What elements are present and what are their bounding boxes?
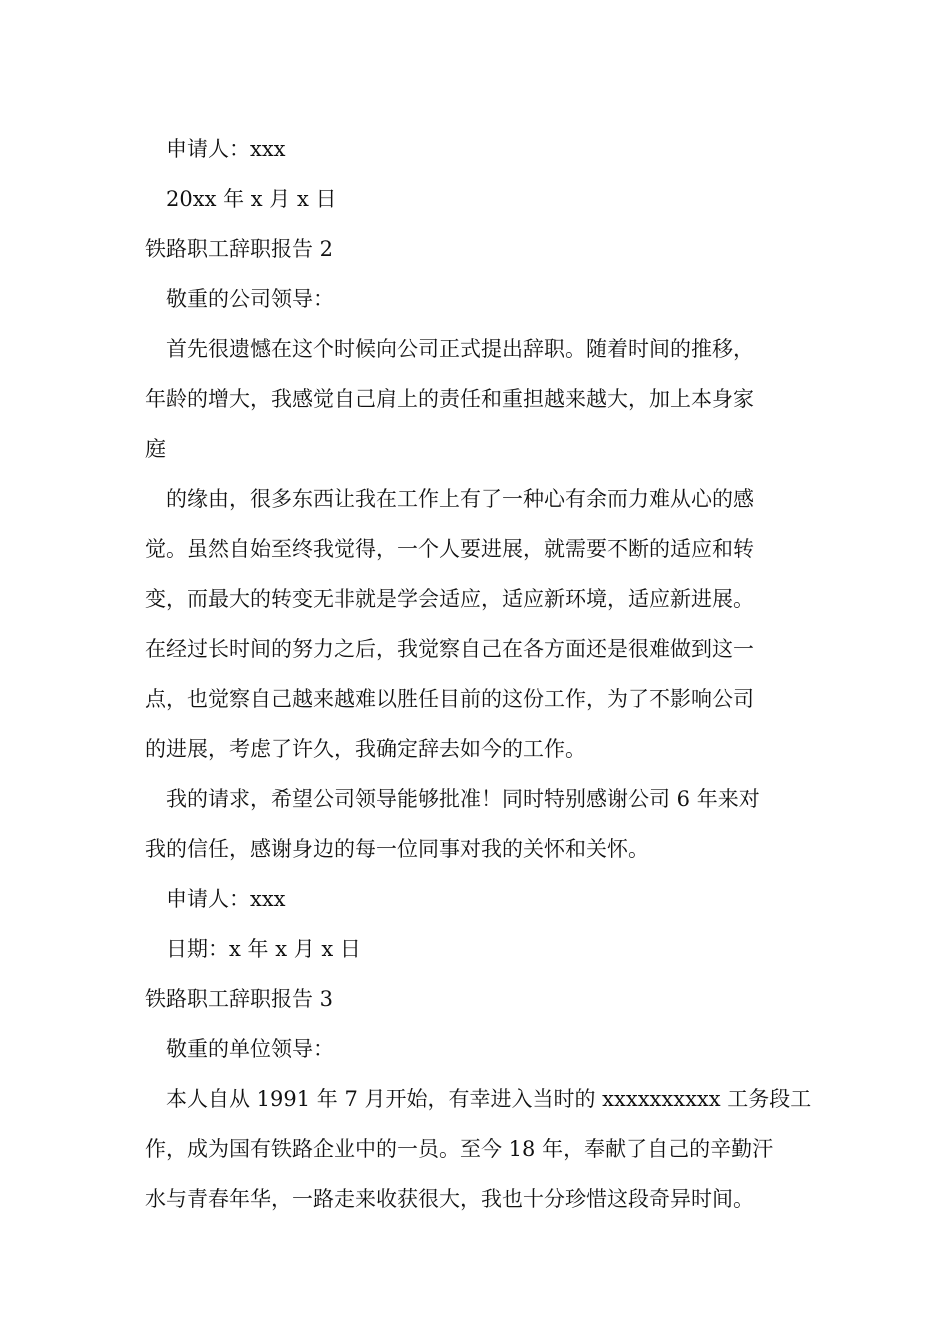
salutation-line: 敬重的公司领导： bbox=[166, 287, 334, 311]
date-line: 20xx 年 x 月 x 日 bbox=[166, 187, 337, 211]
paragraph-line: 首先很遗憾在这个时候向公司正式提出辞职。随着时间的推移， bbox=[166, 337, 754, 361]
applicant-line: 申请人：xxx bbox=[166, 887, 286, 911]
paragraph-line: 庭 bbox=[145, 437, 166, 461]
paragraph-line: 我的请求，希望公司领导能够批准！同时特别感谢公司 6 年来对 bbox=[166, 787, 760, 811]
paragraph-line: 作，成为国有铁路企业中的一员。至今 18 年，奉献了自己的辛勤汗 bbox=[145, 1137, 774, 1161]
document-body bbox=[145, 124, 810, 1224]
paragraph-line: 变，而最大的转变无非就是学会适应，适应新环境，适应新进展。 bbox=[145, 587, 754, 611]
salutation-line: 敬重的单位领导： bbox=[166, 1037, 334, 1061]
paragraph-line: 点，也觉察自己越来越难以胜任目前的这份工作，为了不影响公司 bbox=[145, 687, 754, 711]
paragraph-line: 的缘由，很多东西让我在工作上有了一种心有余而力难从心的感 bbox=[166, 487, 754, 511]
date-line: 日期：x 年 x 月 x 日 bbox=[166, 937, 361, 961]
report-heading: 铁路职工辞职报告 3 bbox=[145, 987, 334, 1011]
paragraph-line: 的进展，考虑了许久，我确定辞去如今的工作。 bbox=[145, 737, 586, 761]
paragraph-line: 觉。虽然自始至终我觉得，一个人要进展，就需要不断的适应和转 bbox=[145, 537, 754, 561]
paragraph-line: 本人自从 1991 年 7 月开始，有幸进入当时的 xxxxxxxxxx 工务段工 bbox=[166, 1087, 812, 1111]
applicant-line: 申请人：xxx bbox=[166, 137, 286, 161]
paragraph-line: 水与青春年华，一路走来收获很大，我也十分珍惜这段奇异时间。 bbox=[145, 1187, 754, 1211]
report-heading: 铁路职工辞职报告 2 bbox=[145, 237, 334, 261]
paragraph-line: 在经过长时间的努力之后，我觉察自己在各方面还是很难做到这一 bbox=[145, 637, 754, 661]
paragraph-line: 年龄的增大，我感觉自己肩上的责任和重担越来越大，加上本身家 bbox=[145, 387, 754, 411]
paragraph-line: 我的信任，感谢身边的每一位同事对我的关怀和关怀。 bbox=[145, 837, 649, 861]
